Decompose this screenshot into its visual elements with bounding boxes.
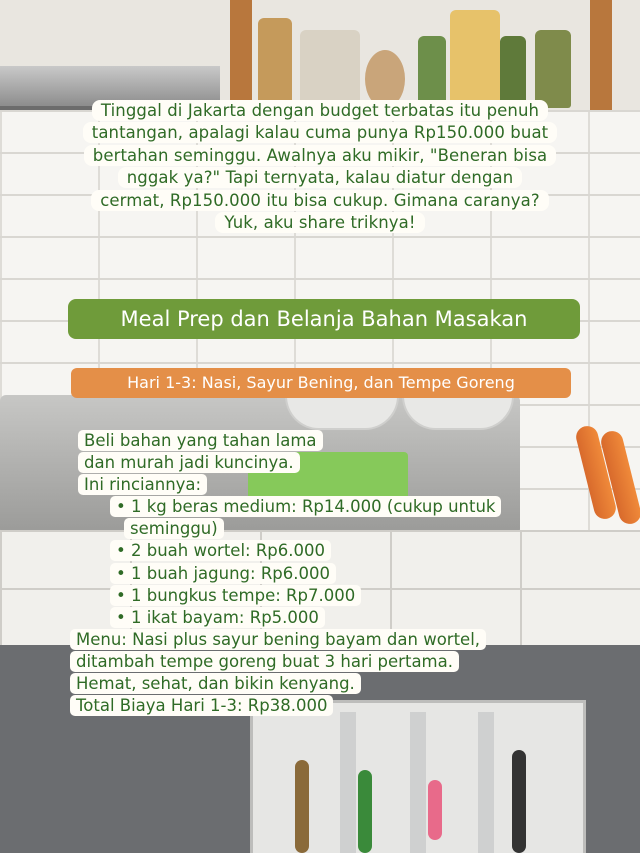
- list-item: • 2 buah wortel: Rp6.000: [110, 540, 331, 561]
- body-intro-line: Beli bahan yang tahan lama: [78, 430, 323, 451]
- cabinet-side: [590, 0, 612, 118]
- intro-line: tantangan, apalagi kalau cuma punya Rp150.000 buat: [83, 122, 557, 143]
- utensil: [295, 760, 309, 853]
- drawer-divider: [410, 712, 426, 853]
- list-item-continued: seminggu): [124, 518, 224, 539]
- jar: [258, 18, 292, 108]
- utensil: [512, 750, 526, 853]
- total-cost: Total Biaya Hari 1-3: Rp38.000: [70, 695, 333, 716]
- menu-line: Hemat, sehat, dan bikin kenyang.: [70, 673, 361, 694]
- body-intro-line: dan murah jadi kuncinya.: [78, 452, 300, 473]
- intro-line: Yuk, aku share triknya!: [215, 212, 424, 233]
- body-text: [78, 430, 558, 717]
- intro-paragraph: [56, 100, 584, 234]
- intro-line: cermat, Rp150.000 itu bisa cukup. Gimana caranya?: [91, 190, 548, 211]
- list-item: • 1 bungkus tempe: Rp7.000: [110, 585, 361, 606]
- menu-line: Menu: Nasi plus sayur bening bayam dan wortel,: [70, 629, 486, 650]
- day-subheading: Hari 1-3: Nasi, Sayur Bening, dan Tempe Goreng: [71, 368, 571, 398]
- jar: [500, 36, 526, 108]
- section-heading: Meal Prep dan Belanja Bahan Masakan: [68, 299, 580, 339]
- drawer-divider: [478, 712, 494, 853]
- scissors: [428, 780, 442, 840]
- jar: [535, 30, 571, 108]
- intro-line: Tinggal di Jakarta dengan budget terbatas itu penuh: [92, 100, 548, 121]
- jar: [450, 10, 500, 108]
- body-intro-line: Ini rinciannya:: [78, 474, 207, 495]
- intro-line: bertahan seminggu. Awalnya aku mikir, "Beneran bisa: [84, 145, 556, 166]
- list-item: • 1 ikat bayam: Rp5.000: [110, 607, 325, 628]
- list-item: • 1 kg beras medium: Rp14.000 (cukup untuk: [110, 496, 501, 517]
- utensil: [358, 770, 372, 853]
- jar: [300, 30, 360, 108]
- bowl: [285, 396, 399, 430]
- menu-line: ditambah tempe goreng buat 3 hari pertama.: [70, 651, 459, 672]
- bowl: [402, 396, 514, 430]
- jar: [418, 36, 446, 108]
- drawer-divider: [340, 712, 356, 853]
- intro-line: nggak ya?" Tapi ternyata, kalau diatur dengan: [118, 167, 523, 188]
- list-item: • 1 buah jagung: Rp6.000: [110, 563, 336, 584]
